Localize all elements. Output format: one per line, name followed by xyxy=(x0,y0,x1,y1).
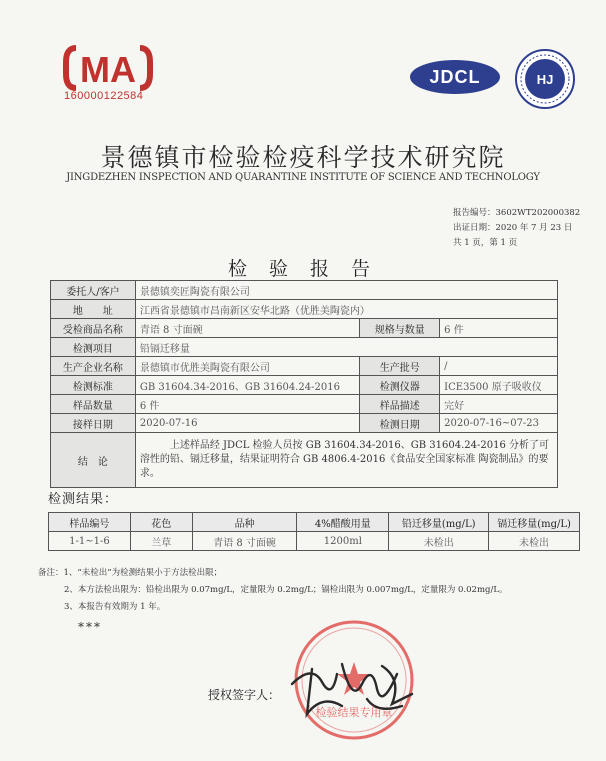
description-value: 完好 xyxy=(440,395,558,414)
cell-pattern: 兰草 xyxy=(130,532,192,551)
results-heading: 检测结果： xyxy=(48,492,119,507)
institute-seal-icon xyxy=(514,48,576,110)
test-date-label: 检测日期 xyxy=(360,414,440,433)
client-value: 景德镇奕匠陶瓷有限公司 xyxy=(135,281,557,300)
official-seal-text: 检验结果专用章 xyxy=(315,706,393,719)
note-line-2: 2、本方法检出限为：铅检出限为 0.07mg/L，定量限为 0.2mg/L；镉检出限为 0.007mg/L，定量限为 0.02mg/L。 xyxy=(64,585,508,595)
address-label: 地 址 xyxy=(51,300,136,319)
handwritten-signature xyxy=(282,644,432,724)
maker-value: 景德镇市优胜美陶瓷有限公司 xyxy=(135,357,360,376)
test-item-label: 检测项目 xyxy=(51,338,136,357)
quantity-label: 样品数量 xyxy=(51,395,136,414)
table-row xyxy=(51,300,558,319)
cell-variety: 青语 8 寸面碗 xyxy=(192,532,297,551)
test-date-value: 2020-07-16~07-23 xyxy=(440,414,558,433)
report-info-table xyxy=(50,280,558,488)
batch-label: 生产批号 xyxy=(360,357,440,376)
cma-number: 160000122584 xyxy=(64,90,144,102)
product-label: 受检商品名称 xyxy=(51,319,136,338)
col-cadmium: 镉迁移量(mg/L) xyxy=(489,513,580,532)
signatory-label: 授权签字人： xyxy=(208,688,281,702)
conclusion-label: 结 论 xyxy=(51,433,136,488)
spec-value: 6 件 xyxy=(440,319,558,338)
col-lead: 铅迁移量(mg/L) xyxy=(389,513,489,532)
table-row xyxy=(51,433,558,488)
test-item-value: 铅镉迁移量 xyxy=(135,338,557,357)
receive-date-label: 接样日期 xyxy=(51,414,136,433)
table-header-row xyxy=(49,513,580,532)
quantity-value: 6 件 xyxy=(135,395,360,414)
cma-logo-text: MA xyxy=(80,49,136,90)
cell-acid-volume: 1200ml xyxy=(297,532,389,551)
issue-date: 出证日期：2020 年 7 月 23 日 xyxy=(453,223,573,233)
cell-lead: 未检出 xyxy=(389,532,489,551)
institute-title: 景德镇市检验检疫科学技术研究院 xyxy=(100,143,506,172)
jdcl-logo: JDCL xyxy=(410,60,500,94)
instrument-label: 检测仪器 xyxy=(360,376,440,395)
table-row xyxy=(51,357,558,376)
table-row xyxy=(51,395,558,414)
note-line-1: 备注：1、“未检出”为检测结果小于方法检出限； xyxy=(38,568,223,578)
table-row xyxy=(51,414,558,433)
institute-seal-text: HJ xyxy=(536,72,554,87)
col-variety: 品种 xyxy=(192,513,297,532)
report-title: 检 验 报 告 xyxy=(227,258,379,280)
col-acid-volume: 4%醋酸用量 xyxy=(297,513,389,532)
table-row xyxy=(51,281,558,300)
batch-value: / xyxy=(440,357,558,376)
col-sample-id: 样品编号 xyxy=(49,513,131,532)
institute-title-english: JINGDEZHEN INSPECTION AND QUARANTINE INSTITUTE OF SCIENCE AND TECHNOLOGY xyxy=(66,172,540,183)
address-value: 江西省景德镇市昌南新区安华北路（优胜美陶瓷内） xyxy=(135,300,557,319)
standard-label: 检测标准 xyxy=(51,376,136,395)
table-row xyxy=(51,338,558,357)
cell-sample-id: 1-1~1-6 xyxy=(49,532,131,551)
col-pattern: 花色 xyxy=(130,513,192,532)
receive-date-value: 2020-07-16 xyxy=(135,414,360,433)
cell-cadmium: 未检出 xyxy=(489,532,580,551)
description-label: 样品描述 xyxy=(360,395,440,414)
table-row xyxy=(51,319,558,338)
conclusion-text: 上述样品经 JDCL 检验人员按 GB 31604.34-2016、GB 31604.24-2016 分析了可溶性的铅、镉迁移量，结果证明符合 GB 4806.4-2016《食品安全国家标准 陶瓷制品》的要求。 xyxy=(135,433,557,488)
table-row xyxy=(51,376,558,395)
client-label: 委托人/客户 xyxy=(51,281,136,300)
product-value: 青语 8 寸面碗 xyxy=(135,319,360,338)
table-row xyxy=(49,532,580,551)
maker-label: 生产企业名称 xyxy=(51,357,136,376)
instrument-value: ICE3500 原子吸收仪 xyxy=(440,376,558,395)
standard-value: GB 31604.34-2016、GB 31604.24-2016 xyxy=(135,376,360,395)
note-line-3: 3、本报告有效期为 1 年。 xyxy=(64,602,166,612)
spec-label: 规格与数量 xyxy=(360,319,440,338)
page-count: 共 1 页，第 1 页 xyxy=(453,238,518,248)
results-table xyxy=(48,512,580,551)
end-marker: *** xyxy=(78,620,102,634)
report-number: 报告编号：3602WT202000382 xyxy=(453,208,581,218)
